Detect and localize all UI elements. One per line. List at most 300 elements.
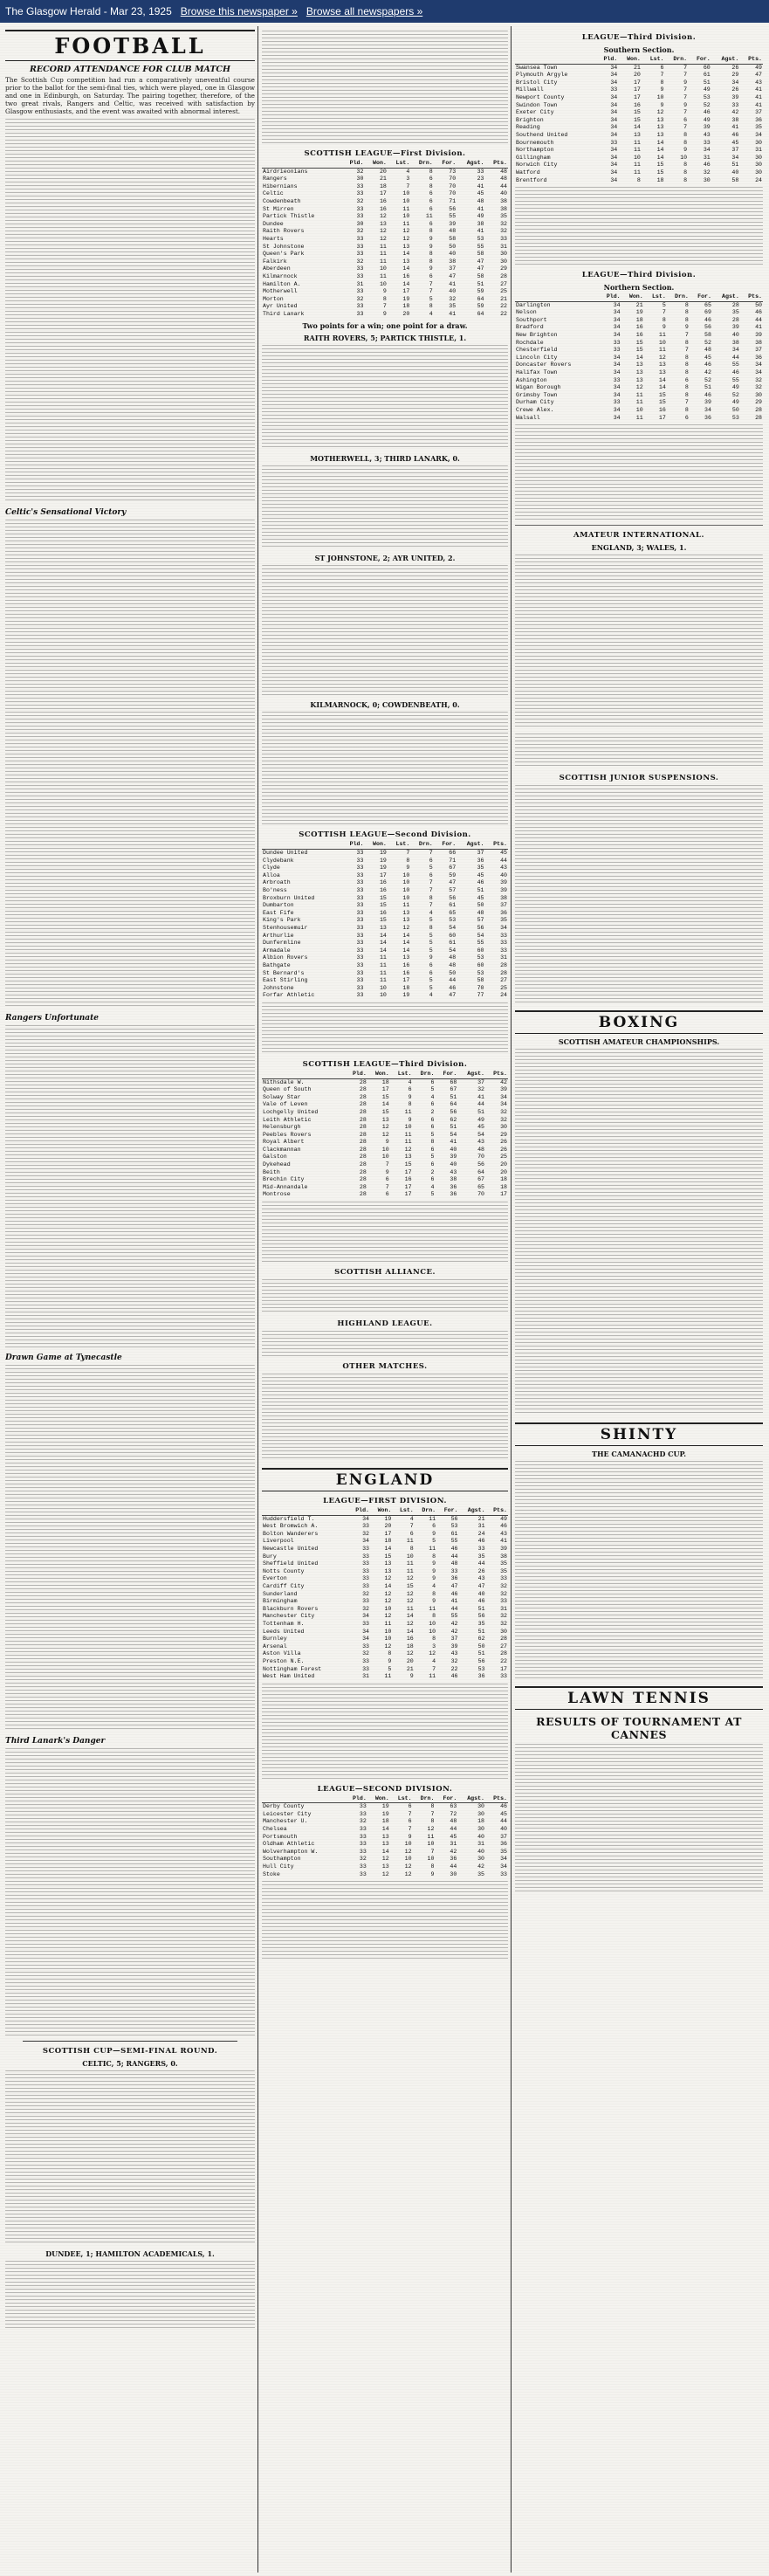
- stat-cell: 35: [500, 1567, 507, 1574]
- team-name-cell: Southampton: [263, 1856, 301, 1863]
- stat-cell: 33: [359, 1870, 367, 1877]
- team-name-cell: Chesterfield: [516, 347, 558, 354]
- match-report-text: [5, 2070, 255, 2245]
- stat-cell: 12: [404, 1863, 412, 1870]
- stat-cell: 72: [450, 1810, 457, 1817]
- stat-cell: 6: [432, 1523, 436, 1530]
- table-header-cell: Lst.: [388, 841, 410, 849]
- highland-league-heading: HIGHLAND LEAGUE.: [337, 1319, 433, 1329]
- table-header-cell: [515, 293, 599, 301]
- stat-cell: 8: [382, 295, 387, 302]
- stat-cell: 36: [755, 116, 762, 123]
- stat-cell: 33: [362, 1657, 370, 1664]
- table-row: [515, 415, 763, 423]
- team-name-cell: Johnstone: [263, 984, 294, 991]
- stat-cell: 33: [359, 1848, 367, 1855]
- stat-cell: 9: [408, 1116, 412, 1123]
- stat-cell: 13: [402, 258, 410, 265]
- stat-cell: 12: [406, 1575, 414, 1582]
- table-row: [515, 109, 763, 117]
- table-header-cell: Drn.: [413, 1071, 436, 1078]
- stat-cell: 8: [683, 169, 688, 176]
- stat-cell: 18: [406, 1643, 414, 1650]
- stat-cell: 13: [656, 116, 664, 123]
- stat-cell: 34: [362, 1613, 370, 1620]
- stat-cell: 33: [356, 887, 364, 894]
- stat-cell: 28: [755, 414, 762, 421]
- stat-cell: 33: [356, 947, 364, 954]
- stat-cell: 7: [406, 850, 410, 857]
- stat-cell: 46: [703, 109, 711, 116]
- stat-cell: 14: [384, 1546, 392, 1552]
- stat-cell: 32: [500, 1582, 507, 1589]
- stat-cell: 30: [500, 251, 507, 258]
- stat-cell: 7: [660, 72, 664, 79]
- stat-cell: 39: [731, 93, 739, 100]
- stat-cell: 33: [356, 879, 364, 886]
- stat-cell: 46: [703, 162, 711, 169]
- table-header-cell: Pts.: [485, 1071, 508, 1078]
- table-header-cell: For.: [434, 160, 457, 168]
- league-table-heading: LEAGUE—FIRST DIVISION.: [323, 1497, 447, 1506]
- table-row: [515, 169, 763, 177]
- team-name-cell: Portsmouth: [263, 1833, 298, 1840]
- stat-cell: 14: [406, 1613, 414, 1620]
- team-name-cell: Derby County: [263, 1803, 305, 1810]
- section-kicker-football: FOOTBALL: [5, 30, 255, 61]
- stat-cell: 56: [450, 1108, 457, 1115]
- stat-cell: 11: [406, 1567, 414, 1574]
- stat-cell: 4: [409, 1515, 414, 1522]
- stat-cell: 12: [379, 228, 387, 235]
- stat-cell: 46: [704, 362, 711, 368]
- lawn-tennis-subheading: RESULTS OF TOURNAMENT AT CANNES: [536, 1715, 742, 1742]
- stat-cell: 9: [683, 147, 688, 154]
- stat-cell: 10: [633, 154, 641, 161]
- stat-cell: 47: [449, 992, 457, 999]
- stat-cell: 53: [477, 954, 484, 961]
- stat-cell: 22: [500, 1657, 507, 1664]
- stat-cell: 34: [610, 109, 618, 116]
- stat-cell: 33: [362, 1598, 370, 1605]
- team-name-cell: Nithsdale W.: [263, 1078, 305, 1085]
- team-name-cell: Walsall: [516, 414, 540, 421]
- stat-cell: 9: [683, 79, 688, 86]
- stat-cell: 2: [430, 1168, 435, 1175]
- stat-cell: 36: [450, 1191, 457, 1198]
- stat-cell: 51: [477, 280, 484, 287]
- stat-cell: 23: [477, 176, 484, 183]
- stat-cell: 49: [755, 64, 762, 71]
- stat-cell: 55: [450, 1613, 458, 1620]
- stat-cell: 59: [477, 303, 484, 310]
- stat-cell: 34: [362, 1515, 370, 1522]
- stat-cell: 30: [703, 176, 711, 183]
- table-row: [262, 1650, 508, 1658]
- stat-cell: 6: [429, 197, 433, 204]
- stat-cell: 26: [477, 1567, 485, 1574]
- stat-cell: 32: [356, 295, 364, 302]
- stat-cell: 28: [359, 1093, 367, 1100]
- table-row: [262, 1132, 508, 1140]
- stat-cell: 33: [356, 190, 364, 197]
- stat-cell: 34: [610, 101, 618, 108]
- stat-cell: 17: [384, 1530, 392, 1537]
- stat-cell: 15: [379, 902, 387, 909]
- stat-cell: 34: [731, 79, 739, 86]
- stat-cell: 14: [381, 1848, 389, 1855]
- stat-cell: 32: [500, 1116, 507, 1123]
- article-body-text: [5, 119, 255, 503]
- stat-cell: 6: [408, 1818, 412, 1825]
- stat-cell: 38: [500, 205, 507, 212]
- stat-cell: 10: [402, 887, 410, 894]
- stat-cell: 11: [379, 258, 387, 265]
- stat-cell: 43: [500, 864, 507, 871]
- stat-cell: 31: [477, 1523, 485, 1530]
- stat-cell: 35: [477, 1620, 485, 1627]
- stat-cell: 49: [477, 1116, 484, 1123]
- stat-cell: 28: [500, 961, 507, 968]
- team-name-cell: Clackmannan: [263, 1146, 301, 1153]
- table-row: [262, 1523, 508, 1531]
- stat-cell: 7: [683, 124, 688, 131]
- stat-cell: 18: [381, 1818, 389, 1825]
- table-row: [262, 1841, 508, 1849]
- stat-cell: 31: [703, 154, 711, 161]
- stat-cell: 44: [450, 1863, 457, 1870]
- stat-cell: 12: [656, 109, 664, 116]
- stat-cell: 10: [379, 992, 387, 999]
- stat-cell: 64: [477, 295, 484, 302]
- stat-cell: 34: [500, 1093, 507, 1100]
- table-header-cell: Drn.: [410, 841, 433, 849]
- stat-cell: 19: [381, 1803, 389, 1810]
- team-name-cell: Leeds United: [263, 1628, 305, 1635]
- team-name-cell: Tottenham H.: [263, 1620, 305, 1627]
- stat-cell: 12: [404, 1870, 412, 1877]
- stat-cell: 21: [477, 1515, 485, 1522]
- stat-cell: 37: [755, 347, 762, 354]
- stat-cell: 40: [477, 1590, 485, 1597]
- team-name-cell: Huddersfield T.: [263, 1515, 315, 1522]
- stat-cell: 8: [388, 1650, 392, 1657]
- table-row: [515, 162, 763, 169]
- stat-cell: 10: [404, 1124, 412, 1131]
- stat-cell: 12: [379, 235, 387, 242]
- stat-cell: 44: [450, 1605, 458, 1612]
- stat-cell: 30: [500, 1124, 507, 1131]
- stat-cell: 9: [683, 101, 688, 108]
- table-row: [262, 1568, 508, 1576]
- stat-cell: 51: [450, 1124, 457, 1131]
- stat-cell: 6: [429, 220, 433, 227]
- stat-cell: 19: [379, 864, 387, 871]
- table-header-cell: Won.: [367, 1071, 390, 1078]
- stat-cell: 14: [658, 384, 666, 391]
- stat-cell: 14: [633, 124, 641, 131]
- stat-cell: 11: [635, 414, 643, 421]
- stat-cell: 40: [477, 1848, 484, 1855]
- stat-cell: 56: [477, 1613, 485, 1620]
- stat-cell: 54: [449, 947, 457, 954]
- stat-cell: 8: [430, 1139, 435, 1146]
- team-name-cell: Ayr United: [263, 303, 298, 310]
- team-name-cell: Brechin City: [263, 1176, 305, 1183]
- stat-cell: 28: [359, 1101, 367, 1108]
- stat-cell: 33: [362, 1620, 370, 1627]
- stat-cell: 71: [449, 197, 457, 204]
- table-header-row: [262, 160, 508, 168]
- stat-cell: 8: [636, 176, 641, 183]
- stat-cell: 11: [633, 162, 641, 169]
- stat-cell: 8: [684, 354, 689, 361]
- table-header-cell: Drn.: [413, 1795, 436, 1803]
- team-name-cell: Morton: [263, 295, 284, 302]
- stat-cell: 8: [684, 391, 689, 398]
- team-name-cell: Bo'ness: [263, 887, 287, 894]
- fixture-results-text: [262, 1279, 508, 1314]
- table-header-cell: Pld.: [345, 1071, 367, 1078]
- table-row: [262, 1863, 508, 1871]
- stat-cell: 42: [704, 369, 711, 376]
- stat-cell: 56: [477, 1161, 484, 1168]
- team-name-cell: Grimsby Town: [516, 391, 558, 398]
- stat-cell: 70: [449, 176, 457, 183]
- stat-cell: 51: [477, 1628, 485, 1635]
- stat-cell: 38: [500, 197, 507, 204]
- fixture-results-text: [515, 424, 763, 520]
- stat-cell: 30: [755, 169, 762, 176]
- table-row: [262, 1613, 508, 1621]
- team-name-cell: Arthurlie: [263, 932, 294, 939]
- stat-cell: 30: [477, 1826, 484, 1833]
- stat-cell: 19: [379, 857, 387, 864]
- stat-cell: 62: [450, 1116, 457, 1123]
- stat-cell: 69: [704, 309, 711, 316]
- stat-cell: 15: [633, 116, 641, 123]
- stat-cell: 28: [755, 407, 762, 413]
- table-row: [262, 933, 508, 940]
- article-intro: The Scottish Cup competition had run a comparatively uneventful course prior to the ballot for the semi-final ties, which were played, one in Glasgow and one in Edinburgh, on Saturday. The pairing together, therefore, of the two great rivals, Rangers and Celtic, was received with satisfaction by Glasgow enthusiasts, and the event was awaited with abnormal interest.: [5, 76, 255, 115]
- stat-cell: 12: [384, 1575, 392, 1582]
- table-row: [262, 895, 508, 903]
- stat-cell: 39: [500, 1546, 507, 1552]
- stat-cell: 15: [633, 109, 641, 116]
- stat-cell: 11: [658, 347, 666, 354]
- table-row: [262, 977, 508, 985]
- stat-cell: 32: [359, 1856, 367, 1863]
- table-header-cell: Agst.: [712, 293, 740, 301]
- table-row: [262, 236, 508, 244]
- stat-cell: 32: [362, 1605, 370, 1612]
- stat-cell: 39: [755, 332, 762, 339]
- stat-cell: 10: [427, 1841, 435, 1848]
- stat-cell: 25: [500, 1154, 507, 1161]
- stat-cell: 14: [379, 940, 387, 947]
- stat-cell: 7: [683, 86, 688, 93]
- fixture-results-text: [262, 1002, 508, 1055]
- stat-cell: 8: [683, 162, 688, 169]
- article-headline: RECORD ATTENDANCE FOR CLUB MATCH: [30, 65, 230, 74]
- stat-cell: 43: [500, 1530, 507, 1537]
- stat-cell: 6: [409, 1530, 414, 1537]
- stat-cell: 13: [658, 369, 666, 376]
- table-row: [262, 1575, 508, 1583]
- team-name-cell: Manchester U.: [263, 1818, 308, 1825]
- stat-cell: 8: [430, 1818, 435, 1825]
- stat-cell: 33: [356, 183, 364, 189]
- browse-newspaper-link[interactable]: Browse this newspaper »: [180, 5, 298, 17]
- team-name-cell: Aberdeen: [263, 265, 291, 272]
- stat-cell: 63: [450, 1803, 457, 1810]
- stat-cell: 6: [430, 1176, 435, 1183]
- stat-cell: 28: [359, 1078, 367, 1085]
- table-row: [515, 362, 763, 369]
- stat-cell: 38: [731, 116, 739, 123]
- stat-cell: 5: [430, 1086, 435, 1093]
- table-row: [262, 1184, 508, 1192]
- stat-cell: 41: [477, 183, 484, 189]
- stat-cell: 9: [429, 954, 433, 961]
- stat-cell: 16: [635, 324, 643, 331]
- article-subhead: Rangers Unfortunate: [5, 1013, 99, 1023]
- stat-cell: 16: [379, 197, 387, 204]
- team-name-cell: Queen of South: [263, 1086, 312, 1093]
- stat-cell: 6: [683, 116, 688, 123]
- stat-cell: 8: [430, 1803, 435, 1810]
- junior-suspensions-heading: SCOTTISH JUNIOR SUSPENSIONS.: [559, 774, 719, 783]
- stat-cell: 8: [429, 303, 433, 310]
- stat-cell: 73: [449, 168, 457, 175]
- stat-cell: 48: [500, 176, 507, 183]
- stat-cell: 34: [704, 407, 711, 413]
- stat-cell: 11: [429, 1546, 436, 1552]
- stat-cell: 40: [450, 1146, 457, 1153]
- stat-cell: 33: [356, 205, 364, 212]
- stat-cell: 51: [477, 887, 484, 894]
- team-name-cell: Doncaster Rovers: [516, 362, 572, 368]
- league-table-scottish-first: [262, 160, 508, 318]
- stat-cell: 8: [684, 407, 689, 413]
- stat-cell: 39: [450, 1643, 458, 1650]
- boxing-subheading: SCOTTISH AMATEUR CHAMPIONSHIPS.: [558, 1037, 720, 1047]
- stat-cell: 7: [683, 64, 688, 71]
- stat-cell: 33: [356, 902, 364, 909]
- browse-all-newspapers-link[interactable]: Browse all newspapers »: [306, 5, 423, 17]
- stat-cell: 5: [429, 864, 433, 871]
- stat-cell: 17: [379, 190, 387, 197]
- stat-cell: 46: [450, 1546, 458, 1552]
- stat-cell: 14: [658, 376, 666, 383]
- amateur-international-score: ENGLAND, 3; WALES, 1.: [591, 543, 687, 553]
- stat-cell: 11: [633, 169, 641, 176]
- stat-cell: 9: [429, 235, 433, 242]
- stat-cell: 6: [660, 64, 664, 71]
- stat-cell: 33: [356, 864, 364, 871]
- stat-cell: 6: [429, 205, 433, 212]
- section-divider: [23, 2041, 237, 2042]
- table-row: [262, 258, 508, 266]
- stat-cell: 14: [656, 139, 664, 146]
- stat-cell: 12: [406, 1598, 414, 1605]
- stat-cell: 34: [613, 384, 621, 391]
- stat-cell: 67: [450, 1086, 457, 1093]
- team-name-cell: Liverpool: [263, 1538, 294, 1545]
- stat-cell: 13: [384, 1560, 392, 1567]
- stat-cell: 7: [429, 850, 433, 857]
- stat-cell: 32: [477, 1086, 484, 1093]
- stat-cell: 7: [406, 183, 410, 189]
- table-row: [262, 1871, 508, 1879]
- article-body-text: [5, 520, 255, 1009]
- table-row: [515, 324, 763, 332]
- table-row: [262, 168, 508, 176]
- stat-cell: 31: [362, 1673, 370, 1680]
- stat-cell: 28: [359, 1108, 367, 1115]
- stat-cell: 17: [379, 871, 387, 878]
- stat-cell: 55: [731, 376, 739, 383]
- stat-cell: 15: [656, 162, 664, 169]
- stat-cell: 42: [450, 1620, 458, 1627]
- stat-cell: 8: [409, 1546, 414, 1552]
- stat-cell: 56: [477, 925, 484, 931]
- stat-cell: 10: [406, 1553, 414, 1560]
- table-header-cell: Drn.: [415, 1507, 436, 1515]
- stat-cell: 64: [477, 310, 484, 317]
- team-name-cell: Hamilton A.: [263, 280, 301, 287]
- table-row: [262, 962, 508, 970]
- table-header-cell: Pld.: [599, 293, 621, 301]
- stat-cell: 70: [477, 1191, 484, 1198]
- stat-cell: 6: [385, 1191, 389, 1198]
- stat-cell: 39: [449, 220, 457, 227]
- stat-cell: 17: [633, 79, 641, 86]
- stat-cell: 54: [477, 932, 484, 939]
- stat-cell: 27: [500, 977, 507, 984]
- stat-cell: 5: [429, 977, 433, 984]
- table-header-row: [515, 293, 763, 301]
- stat-cell: 22: [500, 310, 507, 317]
- table-row: [262, 1636, 508, 1643]
- stat-cell: 30: [450, 1870, 457, 1877]
- table-header-cell: Pts.: [485, 841, 508, 849]
- stat-cell: 37: [477, 1078, 484, 1085]
- stat-cell: 47: [449, 879, 457, 886]
- team-name-cell: Stenhousemuir: [263, 925, 308, 931]
- table-row: [262, 1849, 508, 1856]
- stat-cell: 12: [404, 1848, 412, 1855]
- stat-cell: 9: [432, 1560, 436, 1567]
- stat-cell: 11: [379, 243, 387, 250]
- stat-cell: 8: [662, 316, 666, 323]
- table-row: [515, 407, 763, 415]
- table-row: [262, 1515, 508, 1523]
- stat-cell: 6: [385, 1176, 389, 1183]
- team-name-cell: Lincoln City: [516, 354, 558, 361]
- stat-cell: 33: [359, 1841, 367, 1848]
- stat-cell: 37: [500, 1833, 507, 1840]
- cup-tie-score: CELTIC, 5; RANGERS, 0.: [82, 2058, 178, 2068]
- stat-cell: 34: [755, 131, 762, 138]
- stat-cell: 8: [429, 258, 433, 265]
- stat-cell: 15: [658, 391, 666, 398]
- stat-cell: 9: [662, 324, 666, 331]
- column-rule: [257, 26, 258, 2573]
- team-name-cell: Dykehead: [263, 1161, 291, 1168]
- stat-cell: 28: [731, 316, 739, 323]
- stat-cell: 32: [500, 228, 507, 235]
